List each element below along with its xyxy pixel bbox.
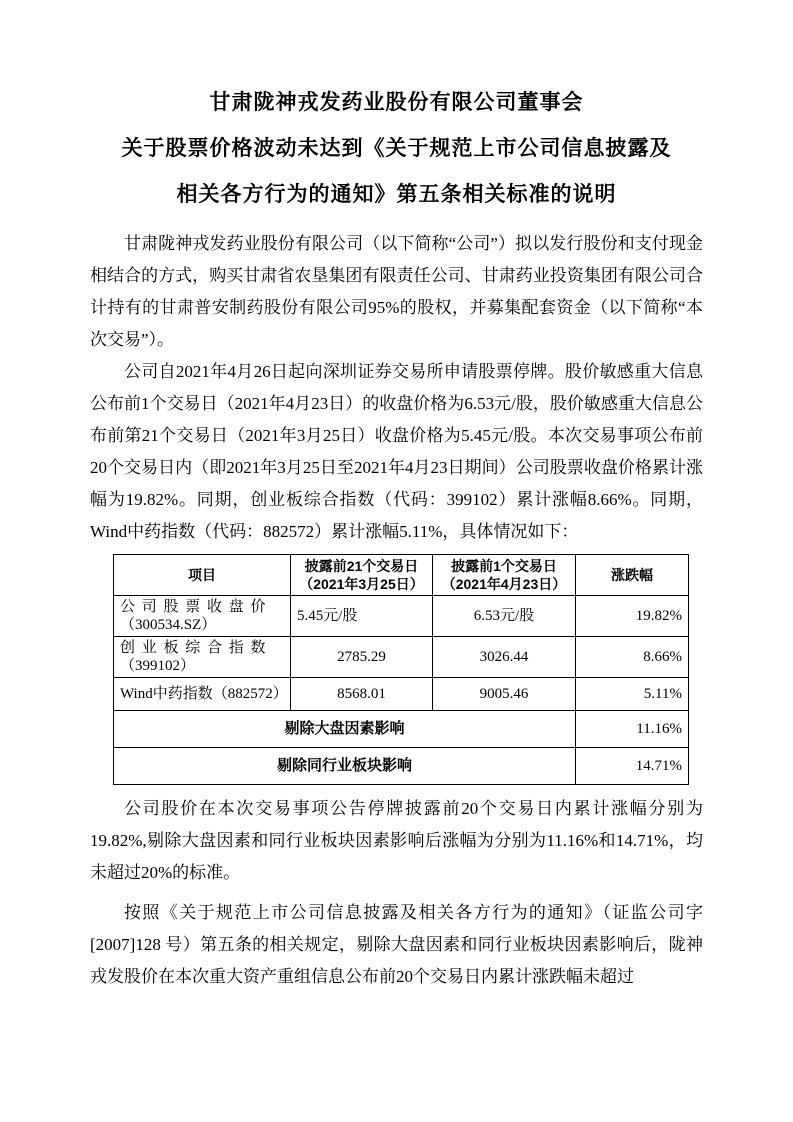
row-value: 5.11% [576, 678, 689, 711]
row-value: 6.53元/股 [433, 596, 576, 637]
table-header [114, 555, 689, 596]
table-summary-row [114, 711, 689, 748]
table-row [114, 596, 689, 637]
row-value: 9005.46 [433, 678, 576, 711]
intro-paragraph-1: 甘肃陇神戎发药业股份有限公司（以下简称“公司”）拟以发行股份和支付现金相结合的方式，购买甘肃省农垦集团有限责任公司、甘肃药业投资集团有限公司合计持有的甘肃普安制药股份有限公司95%的股权，并募集配套资金（以下简称“本次交易”）。 [90, 234, 703, 349]
price-fluctuation-table [113, 554, 689, 785]
title-line-2: 关于股票价格波动未达到《关于规范上市公司信息披露及 [121, 137, 672, 160]
row-label: Wind中药指数（882572） [114, 678, 291, 711]
row-value: 19.82% [576, 596, 689, 637]
table-summary-row [114, 748, 689, 785]
row-value: 3026.44 [433, 637, 576, 678]
table-header-row [114, 555, 689, 596]
summary-value: 14.71% [576, 748, 689, 785]
table-row [114, 637, 689, 678]
row-label: 创业板综合指数 （399102） [114, 637, 291, 678]
document-title [90, 80, 703, 218]
column-header-2: 披露前1个交易日 （2021年4月23日） [433, 555, 576, 596]
closing-paragraph-1: 公司股价在本次交易事项公告停牌披露前20个交易日内累计涨幅分别为19.82%,剔除大盘因素和同行业板块因素影响后涨幅为分别为11.16%和14.71%，均未超过20%的标准。 [90, 799, 703, 882]
summary-label: 剔除同行业板块影响 [114, 748, 576, 785]
summary-label: 剔除大盘因素影响 [114, 711, 576, 748]
row-value: 2785.29 [291, 637, 433, 678]
title-line-1: 甘肃陇神戎发药业股份有限公司董事会 [209, 91, 584, 114]
column-header-1: 披露前21个交易日 （2021年3月25日） [291, 555, 433, 596]
summary-value: 11.16% [576, 711, 689, 748]
table-body [114, 596, 689, 785]
row-label: 公司股票收盘价 （300534.SZ） [114, 596, 291, 637]
row-value: 8568.01 [291, 678, 433, 711]
intro-paragraph-2: 公司自2021年4月26日起向深圳证券交易所申请股票停牌。股价敏感重大信息公布前1个交易日（2021年4月23日）的收盘价格为6.53元/股，股价敏感重大信息公布前第21个交易日（2021年3月25日）收盘价格为5.45元/股。本次交易事项公布前20个交易日内（即2021年3月25日至2021年4月23日期间）公司股票收盘价格累计涨幅为19.82%。同期，创业板综合指数（代码：399102）累计涨幅8.66%。同期，Wind中药指数（代码：882572）累计涨幅5.11%，具体情况如下： [90, 362, 703, 541]
table-row [114, 678, 689, 711]
row-value: 8.66% [576, 637, 689, 678]
title-line-3: 相关各方行为的通知》第五条相关标准的说明 [176, 183, 617, 206]
column-header-3: 涨跌幅 [576, 555, 689, 596]
column-header-0: 项目 [114, 555, 291, 596]
closing-paragraph-2: 按照《关于规范上市公司信息披露及相关各方行为的通知》（证监公司字[2007]128 号）第五条的相关规定，剔除大盘因素和同行业板块因素影响后，陇神戎发股价在本次重大资产重组信息公布前20个交易日内累计涨跌幅未超过 [90, 903, 703, 986]
row-value: 5.45元/股 [291, 596, 433, 637]
